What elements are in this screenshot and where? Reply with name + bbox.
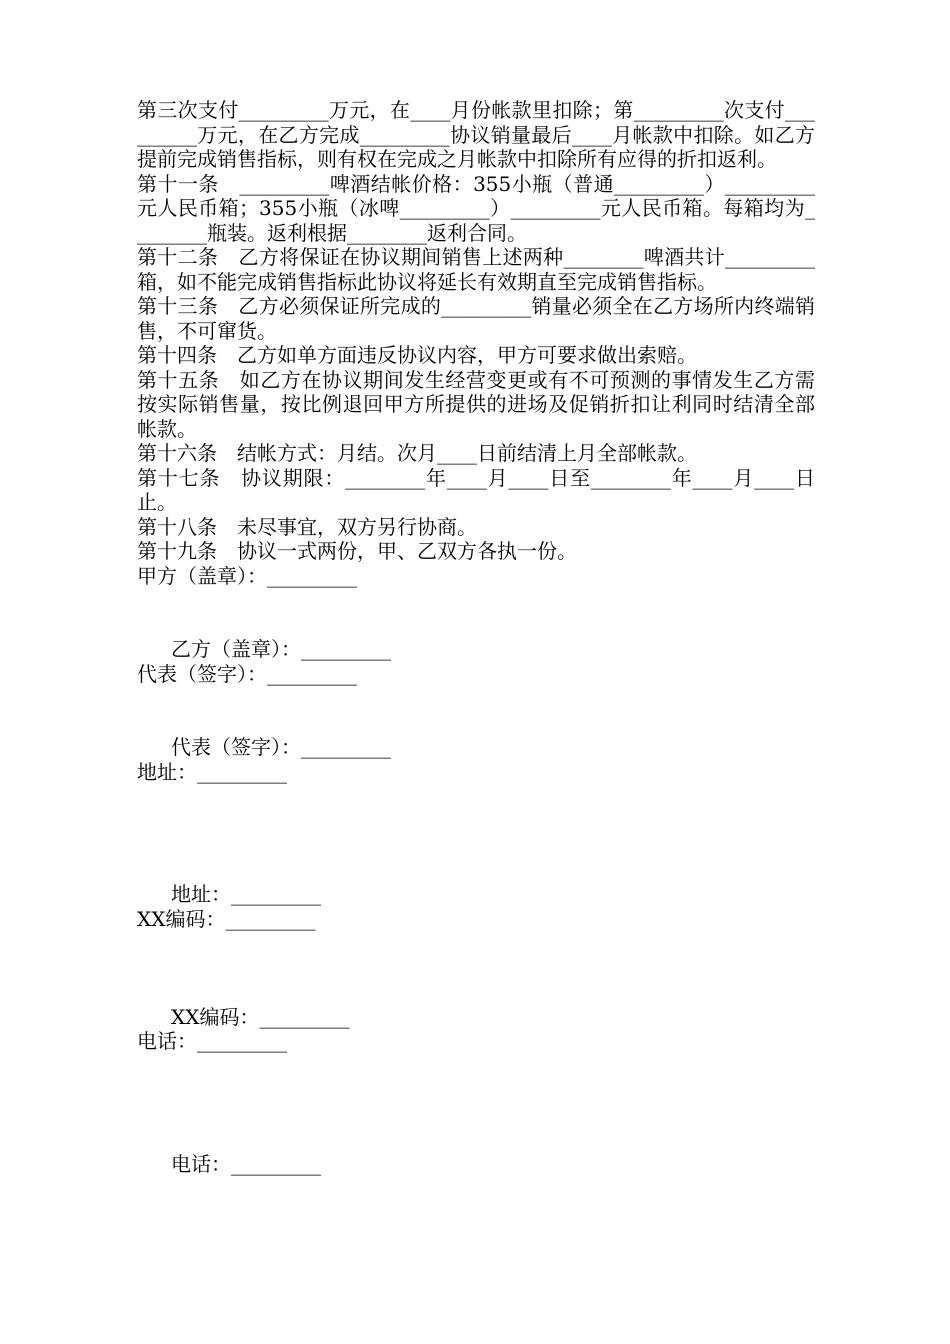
clause-18: 第十八条 未尽事宜，双方另行协商。 (137, 514, 477, 539)
clause-16: 第十六条 结帐方式：月结。次月____日前结清上月全部帐款。 (137, 441, 697, 465)
party-a-phone-field: 电话：_________ (137, 1029, 287, 1053)
clause-payment-continuation: 第三次支付_________万元，在____月份帐款里扣除；第_________次支付_________万元，在乙方完成_________协议销量最后____月帐款中扣除。如乙方提前完成销售指标，则有权在完成之月帐款中扣除所有应得的折扣返利。 (137, 98, 815, 171)
document-page (137, 98, 815, 1176)
clause-13: 第十三条 乙方必须保证所完成的_________销量必须全在乙方场所内终端销售，不可窜货。 (137, 294, 815, 343)
clause-15: 第十五条 如乙方在协议期间发生经营变更或有不可预测的事情发生乙方需按实际销售量，按比例退回甲方所提供的进场及促销折扣让利同时结清全部帐款。 (137, 367, 815, 441)
party-a-seal-field: 甲方（盖章）：_________ (137, 563, 357, 588)
clause-14: 第十四条 乙方如单方面违反协议内容，甲方可要求做出索赔。 (137, 343, 697, 367)
clause-17: 第十七条 协议期限：________年____月____日至________年____月____日止。 (137, 465, 815, 514)
party-a-rep-field: 代表（签字）：_________ (137, 661, 357, 686)
spacer (137, 784, 815, 882)
spacer (137, 1054, 815, 1152)
party-a-postcode-field: XX编码：_________ (137, 906, 316, 931)
party-b-seal-field: 乙方（盖章）：_________ (171, 637, 391, 661)
party-b-rep-field: 代表（签字）：_________ (171, 735, 391, 759)
party-b-address-field: 地址：_________ (171, 882, 321, 906)
party-b-postcode-field: XX编码：_________ (171, 1004, 350, 1029)
clause-19: 第十九条 协议一式两份，甲、乙双方各执一份。 (137, 539, 577, 563)
spacer (137, 686, 815, 735)
party-a-address-field: 地址：_________ (137, 759, 287, 784)
spacer (137, 588, 815, 637)
spacer (137, 931, 815, 1005)
party-b-phone-field: 电话：_________ (171, 1151, 321, 1176)
clause-12: 第十二条 乙方将保证在协议期间销售上述两种________啤酒共计_________箱，如不能完成销售指标此协议将延长有效期直至完成销售指标。 (137, 245, 815, 294)
clause-11: 第十一条 _________啤酒结帐价格：355小瓶（普通_________）_________元人民币箱；355小瓶（冰啤_________）_________元人民币箱。每箱均为________瓶装。返利根据________返利合同。 (137, 171, 815, 245)
